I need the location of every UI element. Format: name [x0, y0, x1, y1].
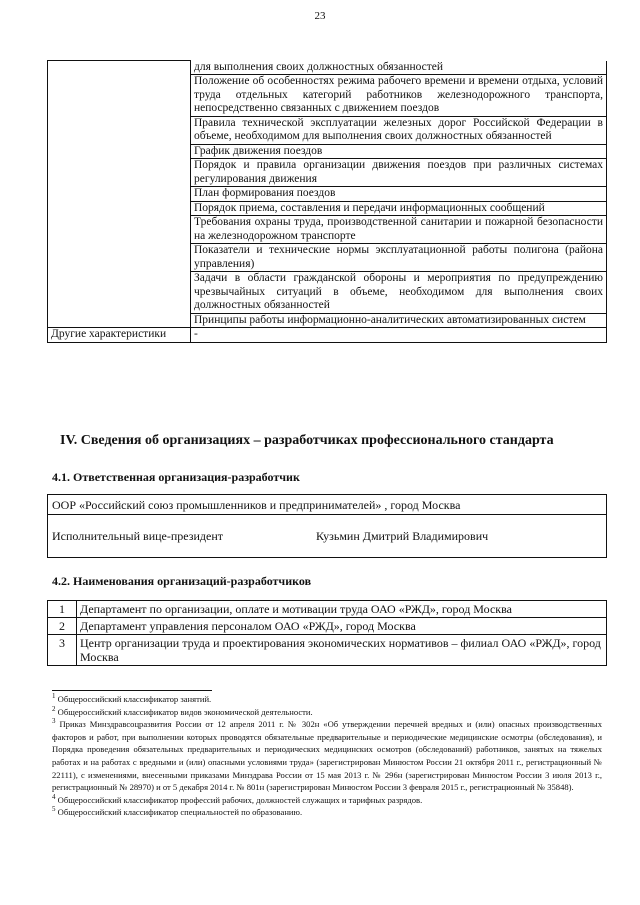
- section-heading: IV. Сведения об организациях – разработчиках профессионального стандарта: [60, 433, 554, 448]
- knowledge-item: План формирования поездов: [191, 187, 607, 202]
- page-number: 23: [314, 10, 326, 22]
- left-cell: [48, 144, 191, 159]
- knowledge-item: для выполнения своих должностных обязанностей: [191, 61, 607, 75]
- footnote-text: Приказ Минздравсоцразвития России от 12 апреля 2011 г. № 302н «Об утверждении перечней вредных и (или) опасных производственных факторов и работ, при выполнении которых проводятся обязательные предварительные и периодические медицинские осмотры (обследования), и Порядка проведения обязательных предварительных и периодических медицинских осмотров (обследований) работников, занятых на тяжелых работах и на работах с вредными и (или) опасными условиями труда» (зарегистрирован Минюстом России 21 октября 2011 г., регистрационный № 22111), с изменениями, внесенными приказами Минздрава России от 15 мая 2013 г. № 296н (зарегистрирован Минюстом России 3 июля 2013 г., регистрационный № 28970) и от 5 декабря 2014 г. № 801н (зарегистрирован Минюстом России 3 февраля 2015 г., регистрационный № 35848).: [52, 719, 602, 793]
- left-cell: [48, 159, 191, 187]
- footnote: [52, 706, 602, 719]
- footnote-text: Общероссийский классификатор специальностей по образованию.: [57, 807, 303, 818]
- footnote-mark: 2: [52, 704, 56, 713]
- footnote-text: Общероссийский классификатор занятий.: [57, 694, 212, 704]
- footnote-text: Общероссийский классификатор профессий рабочих, должностей служащих и тарифных разрядов.: [57, 794, 423, 805]
- knowledge-item: Правила технической эксплуатации железных дорог Российской Федерации в объеме, необходимом для выполнения своих должностных обязанностей: [191, 116, 607, 144]
- divider: [48, 514, 606, 515]
- responsible-org-heading: 4.1. Ответственная организация-разработчик: [52, 470, 300, 484]
- footnote-mark: 3: [52, 717, 56, 726]
- left-cell: [48, 61, 191, 75]
- left-cell: [48, 244, 191, 272]
- other-characteristics-value: -: [191, 328, 607, 343]
- footnote-text: Общероссийский классификатор видов экономической деятельности.: [57, 706, 313, 717]
- knowledge-item: Показатели и технические нормы эксплуатационной работы полигона (района управления): [191, 244, 607, 272]
- knowledge-table: [47, 60, 607, 343]
- knowledge-item: Положение об особенностях режима рабочего времени и времени отдыха, условий труда отдельных категорий работников железнодорожного транспорта, непосредственно связанных с движением поездов: [191, 75, 607, 117]
- left-cell: [48, 272, 191, 314]
- left-cell: [48, 216, 191, 244]
- knowledge-item: График движения поездов: [191, 144, 607, 159]
- knowledge-item: Принципы работы информационно-аналитических автоматизированных систем: [191, 313, 607, 328]
- left-cell: [48, 116, 191, 144]
- left-cell: [48, 201, 191, 216]
- footnote: [52, 693, 602, 706]
- footnotes: [52, 693, 602, 819]
- row-number: 3: [48, 635, 77, 666]
- other-characteristics-label: Другие характеристики: [48, 328, 191, 343]
- footnote-mark: 1: [52, 692, 56, 701]
- responsible-org-box: [47, 494, 607, 558]
- table-row: [48, 601, 607, 618]
- knowledge-item: Задачи в области гражданской обороны и мероприятия по предупреждению чрезвычайных ситуаций в объеме, необходимом для выполнения своих должностных обязанностей: [191, 272, 607, 314]
- developer-name: Департамент по организации, оплате и мотивации труда ОАО «РЖД», город Москва: [77, 601, 607, 618]
- footnote-mark: 5: [52, 805, 56, 814]
- developers-table: [47, 600, 607, 666]
- footnote: [52, 806, 602, 819]
- knowledge-item: Порядок и правила организации движения поездов при различных системах регулирования движения: [191, 159, 607, 187]
- row-number: 1: [48, 601, 77, 618]
- responsible-org-name: ООР «Российский союз промышленников и предпринимателей» , город Москва: [52, 498, 461, 512]
- knowledge-item: Требования охраны труда, производственной санитарии и пожарной безопасности на железнодорожном транспорте: [191, 216, 607, 244]
- row-number: 2: [48, 618, 77, 635]
- signatory-name: Кузьмин Дмитрий Владимирович: [316, 529, 489, 543]
- left-cell: [48, 313, 191, 328]
- developers-heading: 4.2. Наименования организаций-разработчиков: [52, 574, 312, 588]
- developer-name: Центр организации труда и проектирования экономических нормативов – филиал ОАО «РЖД», город Москва: [77, 635, 607, 666]
- table-row: [48, 618, 607, 635]
- left-cell: [48, 187, 191, 202]
- knowledge-item: Порядок приема, составления и передачи информационных сообщений: [191, 201, 607, 216]
- footnote-rule: [52, 690, 212, 691]
- footnote: [52, 794, 602, 807]
- footnote-mark: 4: [52, 792, 56, 801]
- table-row: [48, 635, 607, 666]
- developer-name: Департамент управления персоналом ОАО «РЖД», город Москва: [77, 618, 607, 635]
- signatory-position: Исполнительный вице-президент: [52, 529, 224, 543]
- left-cell: [48, 75, 191, 117]
- footnote: [52, 718, 602, 794]
